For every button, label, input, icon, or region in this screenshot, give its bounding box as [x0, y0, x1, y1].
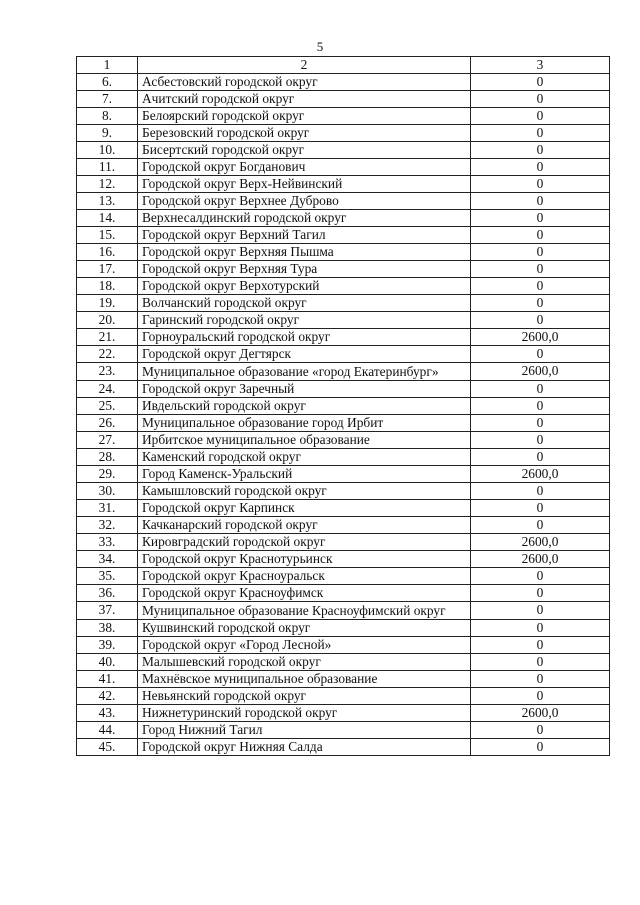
- municipality-name-cell: Горноуральский городской округ: [138, 329, 471, 346]
- table-row: [77, 688, 610, 705]
- municipality-name-cell: Березовский городской округ: [138, 125, 471, 142]
- table-row: [77, 159, 610, 176]
- row-number-cell: 30.: [77, 483, 138, 500]
- table-row: [77, 449, 610, 466]
- table-row: [77, 261, 610, 278]
- table-row: [77, 534, 610, 551]
- amount-cell: 0: [471, 654, 610, 671]
- municipality-name-cell: Камышловский городской округ: [138, 483, 471, 500]
- municipality-name-cell: Городской округ «Город Лесной»: [138, 637, 471, 654]
- municipality-name-cell: Белоярский городской округ: [138, 108, 471, 125]
- table-row: [77, 295, 610, 312]
- row-number-cell: 32.: [77, 517, 138, 534]
- municipality-name-cell: Асбестовский городской округ: [138, 74, 471, 91]
- table-row: [77, 585, 610, 602]
- table-row: [77, 329, 610, 346]
- table-row: [77, 637, 610, 654]
- municipality-name-cell: Каменский городской округ: [138, 449, 471, 466]
- row-number-cell: 23.: [77, 363, 138, 381]
- row-number-cell: 28.: [77, 449, 138, 466]
- row-number-cell: 38.: [77, 620, 138, 637]
- table-row: [77, 346, 610, 363]
- amount-cell: 2600,0: [471, 329, 610, 346]
- row-number-cell: 42.: [77, 688, 138, 705]
- municipality-name-cell: Муниципальное образование город Ирбит: [138, 415, 471, 432]
- municipality-table: [76, 56, 610, 756]
- row-number-cell: 8.: [77, 108, 138, 125]
- amount-cell: 0: [471, 312, 610, 329]
- row-number-cell: 33.: [77, 534, 138, 551]
- municipality-name-cell: Городской округ Верхняя Тура: [138, 261, 471, 278]
- amount-cell: 0: [471, 108, 610, 125]
- amount-cell: 0: [471, 722, 610, 739]
- table-body: [77, 57, 610, 756]
- municipality-name-cell: Городской округ Верх-Нейвинский: [138, 176, 471, 193]
- table-row: [77, 381, 610, 398]
- row-number-cell: 35.: [77, 568, 138, 585]
- municipality-name-cell: Малышевский городской округ: [138, 654, 471, 671]
- table-row: [77, 244, 610, 261]
- row-number-cell: 20.: [77, 312, 138, 329]
- page-number: 5: [316, 39, 324, 54]
- row-number-cell: 22.: [77, 346, 138, 363]
- row-number-cell: 44.: [77, 722, 138, 739]
- row-number-cell: 34.: [77, 551, 138, 568]
- header-cell-1: 1: [77, 57, 138, 74]
- row-number-cell: 9.: [77, 125, 138, 142]
- table-row: [77, 705, 610, 722]
- table-row: [77, 142, 610, 159]
- municipality-name-cell: Городской округ Краснотурьинск: [138, 551, 471, 568]
- amount-cell: 0: [471, 193, 610, 210]
- amount-cell: 2600,0: [471, 363, 610, 381]
- table-row: [77, 602, 610, 620]
- amount-cell: 0: [471, 125, 610, 142]
- municipality-name-cell: Городской округ Богданович: [138, 159, 471, 176]
- row-number-cell: 18.: [77, 278, 138, 295]
- table-row: [77, 176, 610, 193]
- table-row: [77, 398, 610, 415]
- table-row: [77, 210, 610, 227]
- table-row: [77, 432, 610, 449]
- table-row: [77, 312, 610, 329]
- row-number-cell: 37.: [77, 602, 138, 620]
- row-number-cell: 24.: [77, 381, 138, 398]
- amount-cell: 0: [471, 346, 610, 363]
- row-number-cell: 31.: [77, 500, 138, 517]
- row-number-cell: 43.: [77, 705, 138, 722]
- municipality-name-cell: Невьянский городской округ: [138, 688, 471, 705]
- municipality-name-cell: Городской округ Карпинск: [138, 500, 471, 517]
- amount-cell: 0: [471, 398, 610, 415]
- row-number-cell: 36.: [77, 585, 138, 602]
- amount-cell: 0: [471, 278, 610, 295]
- row-number-cell: 39.: [77, 637, 138, 654]
- municipality-name-cell: Городской округ Дегтярск: [138, 346, 471, 363]
- amount-cell: 0: [471, 415, 610, 432]
- row-number-cell: 41.: [77, 671, 138, 688]
- amount-cell: 0: [471, 585, 610, 602]
- amount-cell: 0: [471, 602, 610, 620]
- municipality-name-cell: Городской округ Красноуфимск: [138, 585, 471, 602]
- municipality-name-cell: Верхнесалдинский городской округ: [138, 210, 471, 227]
- row-number-cell: 26.: [77, 415, 138, 432]
- table-row: [77, 74, 610, 91]
- municipality-name-cell: Городской округ Нижняя Салда: [138, 739, 471, 756]
- table-row: [77, 278, 610, 295]
- row-number-cell: 13.: [77, 193, 138, 210]
- municipality-name-cell: Нижнетуринский городской округ: [138, 705, 471, 722]
- amount-cell: 2600,0: [471, 534, 610, 551]
- municipality-name-cell: Бисертский городской округ: [138, 142, 471, 159]
- table-row: [77, 193, 610, 210]
- row-number-cell: 15.: [77, 227, 138, 244]
- header-cell-3: 3: [471, 57, 610, 74]
- amount-cell: 0: [471, 688, 610, 705]
- amount-cell: 0: [471, 620, 610, 637]
- amount-cell: 0: [471, 568, 610, 585]
- municipality-name-cell: Ачитский городской округ: [138, 91, 471, 108]
- municipality-name-cell: Махнёвское муниципальное образование: [138, 671, 471, 688]
- table-row: [77, 227, 610, 244]
- amount-cell: 0: [471, 244, 610, 261]
- municipality-name-cell: Муниципальное образование «город Екатеринбург»: [138, 363, 471, 381]
- municipality-name-cell: Кушвинский городской округ: [138, 620, 471, 637]
- table-row: [77, 466, 610, 483]
- row-number-cell: 17.: [77, 261, 138, 278]
- municipality-name-cell: Ивдельский городской округ: [138, 398, 471, 415]
- row-number-cell: 16.: [77, 244, 138, 261]
- amount-cell: 0: [471, 74, 610, 91]
- table-row: [77, 91, 610, 108]
- amount-cell: 0: [471, 517, 610, 534]
- amount-cell: 0: [471, 176, 610, 193]
- amount-cell: 0: [471, 483, 610, 500]
- amount-cell: 0: [471, 91, 610, 108]
- municipality-name-cell: Городской округ Верхнее Дуброво: [138, 193, 471, 210]
- table-row: [77, 415, 610, 432]
- amount-cell: 0: [471, 210, 610, 227]
- table-header-row: [77, 57, 610, 74]
- table-row: [77, 739, 610, 756]
- municipality-name-cell: Ирбитское муниципальное образование: [138, 432, 471, 449]
- municipality-name-cell: Городской округ Заречный: [138, 381, 471, 398]
- municipality-name-cell: Волчанский городской округ: [138, 295, 471, 312]
- municipality-name-cell: Кировградский городской округ: [138, 534, 471, 551]
- municipality-name-cell: Качканарский городской округ: [138, 517, 471, 534]
- row-number-cell: 12.: [77, 176, 138, 193]
- municipality-name-cell: Гаринский городской округ: [138, 312, 471, 329]
- amount-cell: 0: [471, 295, 610, 312]
- row-number-cell: 19.: [77, 295, 138, 312]
- row-number-cell: 45.: [77, 739, 138, 756]
- municipality-name-cell: Город Нижний Тагил: [138, 722, 471, 739]
- amount-cell: 0: [471, 261, 610, 278]
- amount-cell: 0: [471, 449, 610, 466]
- table-row: [77, 722, 610, 739]
- amount-cell: 2600,0: [471, 551, 610, 568]
- table-row: [77, 483, 610, 500]
- table-row: [77, 363, 610, 381]
- row-number-cell: 7.: [77, 91, 138, 108]
- row-number-cell: 27.: [77, 432, 138, 449]
- row-number-cell: 29.: [77, 466, 138, 483]
- municipality-name-cell: Муниципальное образование Красноуфимский округ: [138, 602, 471, 620]
- amount-cell: 0: [471, 637, 610, 654]
- table-row: [77, 517, 610, 534]
- row-number-cell: 10.: [77, 142, 138, 159]
- municipality-name-cell: Городской округ Верхняя Пышма: [138, 244, 471, 261]
- amount-cell: 0: [471, 739, 610, 756]
- municipality-name-cell: Город Каменск-Уральский: [138, 466, 471, 483]
- table-row: [77, 654, 610, 671]
- amount-cell: 0: [471, 671, 610, 688]
- municipality-name-cell: Городской округ Верхний Тагил: [138, 227, 471, 244]
- header-cell-2: 2: [138, 57, 471, 74]
- amount-cell: 0: [471, 381, 610, 398]
- row-number-cell: 25.: [77, 398, 138, 415]
- municipality-name-cell: Городской округ Верхотурский: [138, 278, 471, 295]
- table-row: [77, 620, 610, 637]
- table-row: [77, 551, 610, 568]
- row-number-cell: 40.: [77, 654, 138, 671]
- row-number-cell: 14.: [77, 210, 138, 227]
- row-number-cell: 21.: [77, 329, 138, 346]
- amount-cell: 0: [471, 432, 610, 449]
- row-number-cell: 11.: [77, 159, 138, 176]
- amount-cell: 0: [471, 142, 610, 159]
- amount-cell: 2600,0: [471, 466, 610, 483]
- table-row: [77, 500, 610, 517]
- municipality-name-cell: Городской округ Красноуральск: [138, 568, 471, 585]
- table-row: [77, 568, 610, 585]
- row-number-cell: 6.: [77, 74, 138, 91]
- amount-cell: 0: [471, 159, 610, 176]
- amount-cell: 0: [471, 500, 610, 517]
- amount-cell: 0: [471, 227, 610, 244]
- table-row: [77, 671, 610, 688]
- table-row: [77, 108, 610, 125]
- amount-cell: 2600,0: [471, 705, 610, 722]
- table-row: [77, 125, 610, 142]
